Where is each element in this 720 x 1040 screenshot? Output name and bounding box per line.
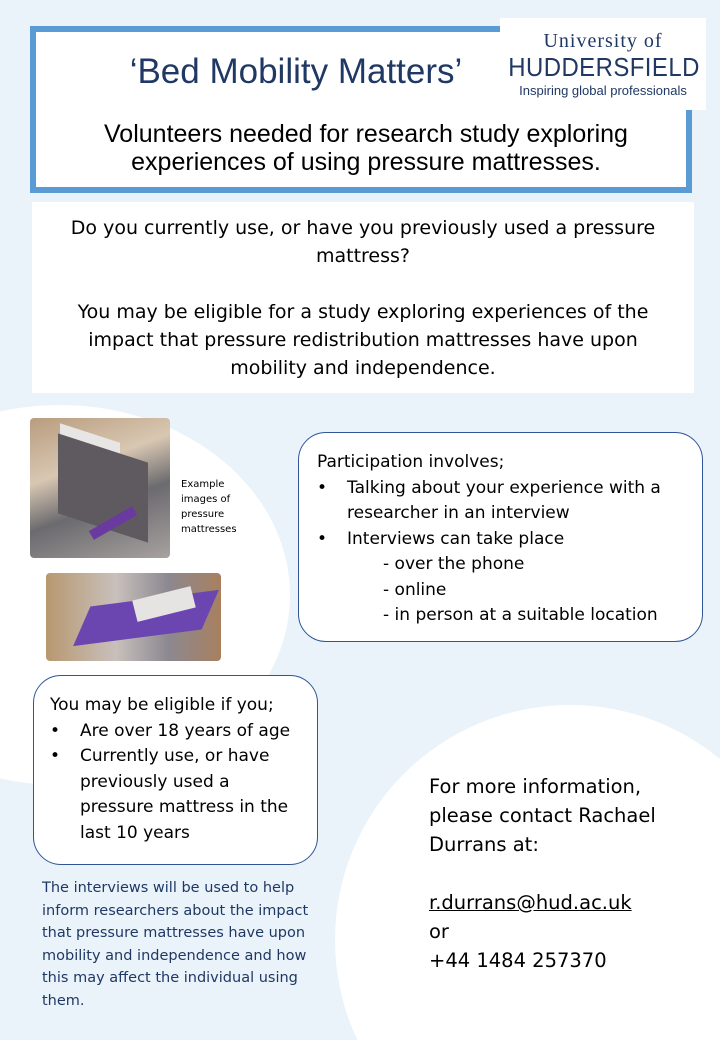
contact-or: or — [429, 920, 449, 943]
participation-heading: Participation involves; — [317, 452, 505, 472]
contact-section — [429, 772, 689, 975]
image-caption: Example images of pressure mattresses — [181, 479, 237, 535]
bullet-icon: • — [317, 477, 328, 498]
subtitle-line: experiences of using pressure mattresses. — [131, 148, 601, 176]
list-item — [50, 744, 317, 846]
subtitle-line: Volunteers needed for research study exploring — [104, 120, 628, 148]
list-item — [50, 719, 317, 745]
sub-list-item: - over the phone — [383, 554, 525, 574]
list-item-text: Talking about your experience with a researcher in an interview — [347, 477, 661, 523]
interview-purpose-note: The interviews will be used to help inform researchers about the impact that pressure mattresses have upon mobility and independence and how this may affect the individual using them. — [42, 880, 309, 1009]
mattress-photo-1 — [30, 418, 170, 558]
sub-list-item: - online — [383, 579, 447, 600]
poster-title: ‘Bed Mobility Matters’ — [129, 52, 463, 91]
mattress-photo-2 — [46, 573, 221, 661]
contact-lead: For more information, please contact Rachael Durrans at: — [429, 775, 656, 856]
intro-eligibility: You may be eligible for a study exploring experiences of the impact that pressure redistribution mattresses have upon mobility and independence. — [77, 301, 649, 379]
list-item — [317, 476, 702, 527]
email-link[interactable]: r.durrans@hud.ac.uk — [429, 891, 632, 914]
logo-huddersfield: HUDDERSFIELD — [508, 52, 700, 82]
logo-tagline: Inspiring global professionals — [519, 83, 687, 98]
intro-section — [32, 202, 694, 393]
university-logo — [500, 18, 706, 110]
logo-university-of: University of — [543, 30, 663, 52]
bullet-icon: • — [317, 528, 328, 549]
participation-box — [298, 432, 703, 642]
list-item-text: Are over 18 years of age — [80, 720, 291, 741]
list-item — [317, 527, 702, 553]
list-item-text: Interviews can take place — [347, 528, 565, 549]
eligibility-box — [33, 675, 318, 865]
poster-subtitle — [76, 120, 656, 176]
intro-question: Do you currently use, or have you previously used a pressure mattress? — [70, 217, 656, 267]
phone-number[interactable]: +44 1484 257370 — [429, 949, 607, 972]
eligibility-heading: You may be eligible if you; — [50, 695, 274, 715]
bullet-icon: • — [50, 720, 61, 741]
list-item-text: Currently use, or have previously used a pressure mattress in the last 10 years — [80, 746, 289, 843]
bullet-icon: • — [50, 746, 61, 766]
sub-list-item: - in person at a suitable location — [383, 605, 658, 625]
